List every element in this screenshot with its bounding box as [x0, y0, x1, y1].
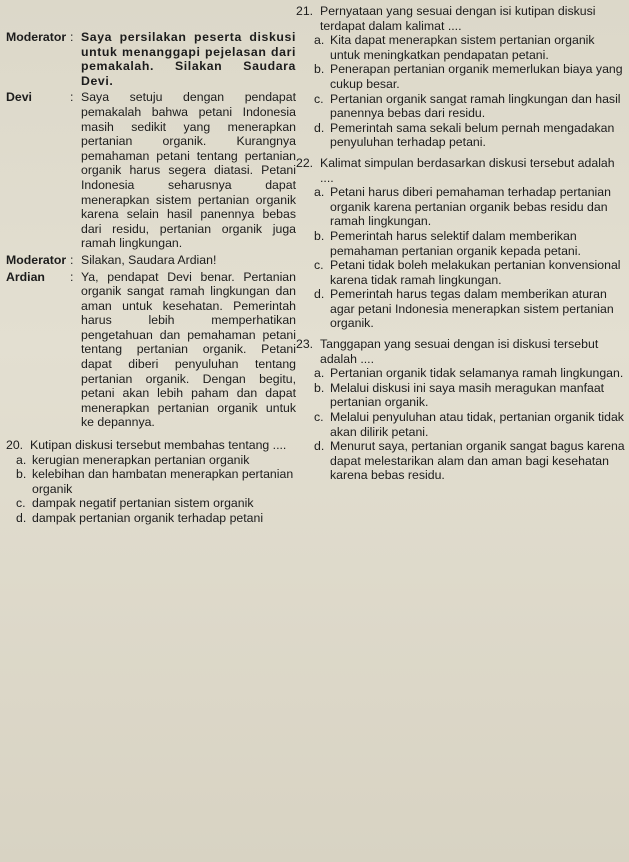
- answer-option[interactable]: [314, 121, 626, 150]
- dialog-line: [6, 270, 296, 431]
- question-text: Pernyataan yang sesuai dengan isi kutipan diskusi terdapat dalam kalimat ....: [320, 4, 596, 33]
- option-text: Melalui diskusi ini saya masih meragukan manfaat pertanian organik.: [330, 380, 605, 410]
- option-text: Penerapan pertanian organik memerlukan biaya yang cukup besar.: [330, 62, 623, 91]
- option-text: dampak negatif pertanian sistem organik: [32, 496, 254, 511]
- question-number: 20.: [6, 438, 24, 453]
- option-letter: c.: [314, 410, 324, 425]
- option-letter: b.: [314, 62, 325, 77]
- dialog-text: Saya persilakan peserta diskusi untuk menanggapi pejelasan dari pemakalah. Silakan Saudara Devi.: [81, 30, 296, 88]
- option-text: Melalui penyuluhan atau tidak, pertanian organik tidak akan dilirik petani.: [330, 410, 624, 439]
- answer-option[interactable]: [314, 92, 626, 121]
- question-stem: [296, 337, 626, 366]
- answer-option[interactable]: [314, 229, 626, 258]
- option-letter: a.: [314, 33, 325, 48]
- question-text: Tanggapan yang sesuai dengan isi diskusi tersebut adalah ....: [320, 337, 599, 366]
- answer-option[interactable]: [16, 467, 296, 496]
- option-text: Pertanian organik tidak selamanya ramah lingkungan.: [330, 366, 624, 381]
- speaker-name: Ardian: [6, 269, 45, 284]
- answer-option[interactable]: [16, 496, 296, 511]
- option-letter: d.: [314, 287, 325, 302]
- answer-option[interactable]: [314, 287, 626, 331]
- option-text: kerugian menerapkan pertanian organik: [32, 452, 250, 467]
- question-number: 21.: [296, 4, 314, 18]
- option-text: Pemerintah harus tegas dalam memberikan aturan agar petani Indonesia menerapkan sistem pertanian organik.: [330, 287, 614, 331]
- option-letter: a.: [314, 185, 325, 200]
- option-letter: b.: [16, 467, 27, 482]
- speaker-name: Devi: [6, 90, 32, 105]
- option-text: Pertanian organik sangat ramah lingkungan dan hasil panennya bebas dari residu.: [330, 91, 621, 121]
- left-column: [6, 30, 296, 526]
- option-text: Petani harus diberi pemahaman terhadap pertanian organik karena pertanian organik bebas residu dan ramah lingkungan.: [330, 185, 611, 229]
- discussion-excerpt: [6, 30, 296, 430]
- option-text: Menurut saya, pertanian organik sangat bagus karena dapat melestarikan alam dan aman bagi kesehatan karena bebas residu.: [330, 439, 625, 483]
- answer-option[interactable]: [314, 381, 626, 410]
- option-letter: d.: [314, 120, 325, 135]
- option-letter: a.: [16, 452, 27, 467]
- answer-option[interactable]: [314, 185, 626, 229]
- answer-option[interactable]: [314, 62, 626, 91]
- option-text: Pemerintah sama sekali belum pernah mengadakan penyuluhan terhadap petani.: [330, 120, 615, 150]
- speaker-colon: :: [70, 90, 74, 105]
- answer-option[interactable]: [16, 511, 296, 526]
- answer-option[interactable]: [314, 410, 626, 439]
- answer-option[interactable]: [16, 453, 296, 468]
- option-text: Pemerintah harus selektif dalam memberikan pemahaman pertanian organik kepada petani.: [330, 228, 581, 258]
- answer-option[interactable]: [314, 33, 626, 62]
- option-letter: b.: [314, 380, 325, 395]
- dialog-line: [6, 253, 296, 268]
- right-column: [296, 4, 626, 483]
- option-letter: c.: [314, 258, 324, 273]
- dialog-line: [6, 30, 296, 88]
- question-number: 22.: [296, 155, 314, 170]
- option-text: dampak pertanian organik terhadap petani: [32, 511, 264, 525]
- dialog-line: [6, 90, 296, 251]
- speaker-colon: :: [70, 269, 74, 284]
- answer-option[interactable]: [314, 258, 626, 287]
- question-22: [296, 156, 626, 331]
- dialog-text: Ya, pendapat Devi benar. Pertanian organik sangat ramah lingkungan dan aman untuk kesehatan. Pemerintah harus lebih memperhatikan pengetahuan dan pemahaman petani tentang pertanian organik. Petani dapat diberi penyuluhan tentang pertanian organik. Dengan begitu, petani akan lebih paham dan dapat menerapkan pertanian organik untuk ke depannya.: [81, 269, 296, 430]
- speaker-colon: :: [70, 30, 74, 44]
- option-text: Kita dapat menerapkan sistem pertanian organik untuk meningkatkan pendapatan petani.: [330, 33, 595, 62]
- option-letter: c.: [16, 496, 26, 511]
- answer-option[interactable]: [314, 439, 626, 483]
- option-letter: d.: [16, 511, 27, 525]
- dialog-text: Saya setuju dengan pendapat pemakalah bahwa petani Indonesia masih sedikit yang menerapkan pertanian organik. Kurangnya pemahaman petani tentang pertanian organik harus segera diatasi. Petani Indonesia seharusnya dapat menerapkan sistem pertanian organik karena selain hasil panennya bebas dari residu, pertanian organik juga ramah lingkungan.: [81, 90, 296, 251]
- question-stem: [296, 156, 626, 185]
- question-text: Kalimat simpulan berdasarkan diskusi tersebut adalah ....: [320, 155, 615, 185]
- speaker-name: Moderator: [6, 252, 67, 267]
- question-stem: [6, 438, 296, 453]
- option-text: kelebihan dan hambatan menerapkan pertanian organik: [32, 467, 294, 496]
- option-letter: b.: [314, 228, 325, 243]
- option-text: Petani tidak boleh melakukan pertanian konvensional karena tidak ramah lingkungan.: [330, 258, 621, 287]
- speaker-colon: :: [70, 252, 74, 267]
- question-23: [296, 337, 626, 483]
- option-letter: a.: [314, 366, 325, 381]
- dialog-text: Silakan, Saudara Ardian!: [81, 252, 217, 267]
- question-20: [6, 438, 296, 526]
- speaker-name: Moderator: [6, 30, 67, 44]
- question-stem: [296, 4, 626, 33]
- answer-option[interactable]: [314, 366, 626, 381]
- question-21: [296, 4, 626, 150]
- option-letter: d.: [314, 439, 325, 454]
- question-text: Kutipan diskusi tersebut membahas tentang ....: [30, 438, 287, 453]
- question-number: 23.: [296, 337, 314, 352]
- option-letter: c.: [314, 91, 324, 106]
